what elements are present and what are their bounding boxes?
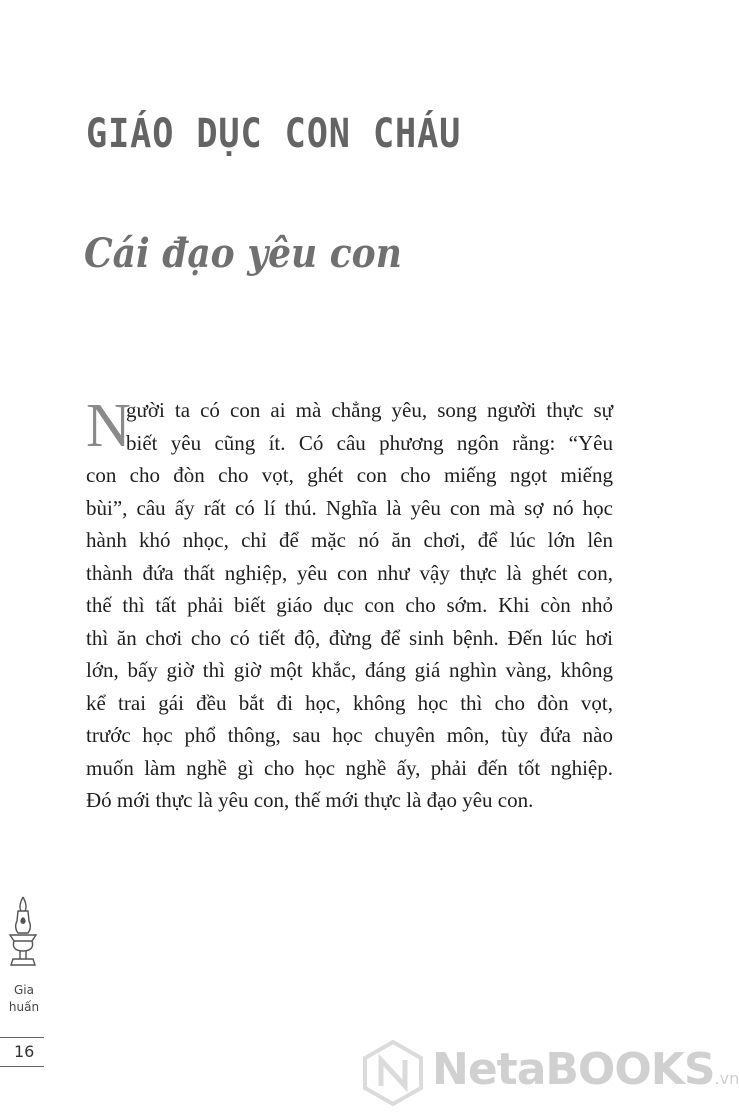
watermark-brand: NetaBOOKS: [432, 1044, 715, 1095]
body-line: muốn làm nghề gì cho học nghề ấy, phải đến tốt nghiệp.: [86, 755, 613, 780]
body-line: thành đứa thất nghiệp, yêu con như vậy thực là ghét con,: [86, 560, 613, 585]
book-title-label: [4, 982, 44, 1016]
netabooks-logo-icon: [362, 1040, 424, 1106]
chapter-title: GIÁO DỤC CON CHÁU: [86, 111, 462, 157]
body-line: trước học phổ thông, sau học chuyên môn, tùy đứa nào: [86, 723, 613, 747]
watermark-text: [432, 1044, 739, 1095]
body-line: lớn, bấy giờ thì giờ một khắc, đáng giá nghìn vàng, không: [86, 658, 613, 682]
section-title: Cái đạo yêu con: [84, 230, 402, 277]
body-line: con cho đòn cho vọt, ghét con cho miếng ngọt miếng: [86, 463, 613, 487]
book-title-line: Gia: [14, 983, 34, 997]
dropcap-letter: N: [86, 392, 131, 460]
page-number-rule-top: [0, 1037, 44, 1038]
body-line: thì ăn chơi cho có tiết độ, đừng để sinh bệnh. Đến lúc hơi: [86, 625, 613, 650]
body-line: gười ta có con ai mà chẳng yêu, song người thực sự: [126, 398, 613, 422]
body-paragraph: [86, 394, 613, 817]
oil-lamp-icon: [6, 895, 40, 971]
body-line: kể trai gái đều bắt đi học, không học thì cho đòn vọt,: [86, 690, 613, 715]
body-line: biết yêu cũng ít. Có câu phương ngôn rằng: “Yêu: [126, 430, 613, 455]
page-number: 16: [14, 1042, 35, 1061]
body-line: thế thì tất phải biết giáo dục con cho sớm. Khi còn nhỏ: [86, 593, 613, 617]
page-number-rule-bottom: [0, 1066, 44, 1067]
body-line: Đó mới thực là yêu con, thế mới thực là đạo yêu con.: [86, 788, 534, 812]
body-line: bùi”, câu ấy rất có lí thú. Nghĩa là yêu con mà sợ nó học: [86, 495, 613, 520]
watermark-suffix: .vn: [714, 1069, 739, 1088]
body-line: hành khó nhọc, chỉ để mặc nó ăn chơi, để lúc lớn lên: [86, 528, 613, 552]
book-title-line: huấn: [8, 1000, 40, 1014]
